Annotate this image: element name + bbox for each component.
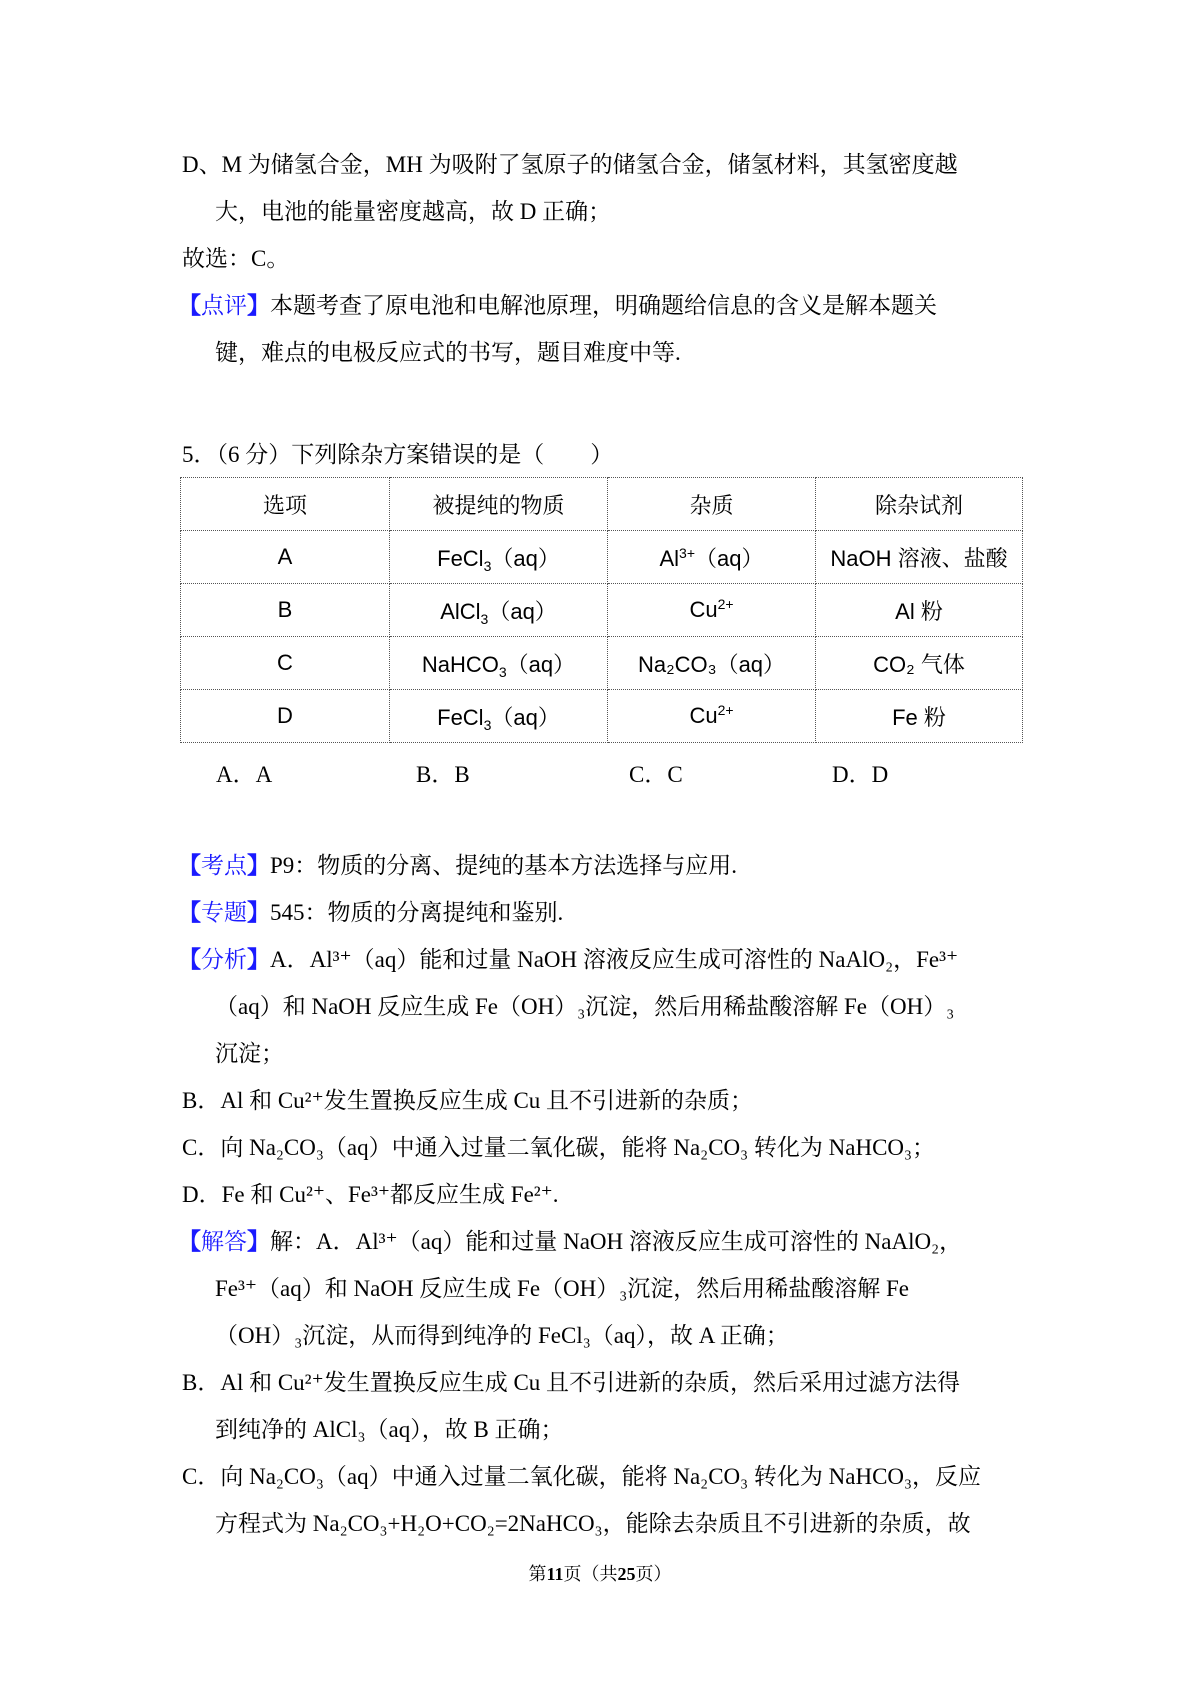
jieda-c2: 方程式为 Na₂CO₃+H₂O+CO₂=2NaHCO₃，能除去杂质且不引进新的杂质，故 bbox=[215, 1511, 971, 1536]
reagent-cell: CO₂ 气体 bbox=[816, 637, 1023, 690]
page-total: 25 bbox=[617, 1564, 636, 1584]
question-stem: 5．（6 分）下列除杂方案错误的是（ ） bbox=[182, 442, 614, 467]
substance-cell: AlCl$_3$（aq） bbox=[390, 584, 608, 637]
page-number: 11 bbox=[546, 1564, 564, 1584]
table-row bbox=[181, 584, 1023, 637]
zhuanti-line: 【专题】545：物质的分离提纯和鉴别. bbox=[178, 900, 564, 926]
choice-b: B．B bbox=[416, 762, 470, 787]
impurity-cell: $Cu^{2+}$ bbox=[608, 584, 816, 637]
fenxi-a1: A．Al³⁺（aq）能和过量 NaOH 溶液反应生成可溶性的 NaAlO₂，Fe³⁺ bbox=[270, 947, 959, 972]
substance-cell: NaHCO$_3$（aq） bbox=[390, 637, 608, 690]
jieda-a3: （OH）₃沉淀，从而得到纯净的 FeCl₃（aq），故 A 正确； bbox=[215, 1323, 789, 1348]
review-tag: 点评 bbox=[201, 293, 247, 319]
jieda-c1: C．向 Na₂CO₃（aq）中通入过量二氧化碳，能将 Na₂CO₃ 转化为 NaHCO₃，反应 bbox=[182, 1464, 982, 1489]
option-cell: C bbox=[181, 637, 390, 690]
fenxi-tag: 分析 bbox=[201, 947, 247, 973]
options-table bbox=[180, 477, 1023, 743]
impurity-cell: Na₂CO₃（aq） bbox=[608, 637, 816, 690]
review-line1: 【点评】本题考查了原电池和电解池原理，明确题给信息的含义是解本题关 bbox=[178, 293, 937, 319]
kaodian-text: P9：物质的分离、提纯的基本方法选择与应用. bbox=[270, 853, 738, 878]
option-cell: D bbox=[181, 690, 390, 743]
jieda-b1: B．Al 和 Cu²⁺发生置换反应生成 Cu 且不引进新的杂质，然后采用过滤方法得 bbox=[182, 1370, 961, 1395]
table-header-row bbox=[181, 478, 1023, 531]
kaodian-line: 【考点】P9：物质的分离、提纯的基本方法选择与应用. bbox=[178, 853, 738, 879]
zhuanti-tag: 专题 bbox=[201, 900, 247, 926]
option-cell: A bbox=[181, 531, 390, 584]
jieda-line1: 【解答】解：A．Al³⁺（aq）能和过量 NaOH 溶液反应生成可溶性的 NaAlO₂， bbox=[178, 1229, 963, 1255]
header-cell: 选项 bbox=[181, 478, 390, 531]
substance-cell: FeCl$_3$（aq） bbox=[390, 690, 608, 743]
fenxi-a3: 沉淀； bbox=[215, 1041, 284, 1066]
jieda-a2: Fe³⁺（aq）和 NaOH 反应生成 Fe（OH）₃沉淀，然后用稀盐酸溶解 Fe bbox=[215, 1276, 910, 1301]
jieda-tag: 解答 bbox=[201, 1229, 247, 1255]
choice-c: C．C bbox=[629, 762, 683, 787]
impurity-cell: $Cu^{2+}$ bbox=[608, 690, 816, 743]
fenxi-a2: （aq）和 NaOH 反应生成 Fe（OH）₃沉淀，然后用稀盐酸溶解 Fe（OH）₃ bbox=[215, 994, 955, 1019]
header-cell: 除杂试剂 bbox=[816, 478, 1023, 531]
choice-d: D．D bbox=[832, 762, 889, 787]
impurity-cell: $Al^{3+}(aq)$ bbox=[608, 531, 816, 584]
final-choice: 故选：C。 bbox=[182, 246, 290, 271]
answer-d-line2: 大，电池的能量密度越高，故 D 正确； bbox=[215, 199, 612, 224]
table-row bbox=[181, 690, 1023, 743]
fenxi-d: D．Fe 和 Cu²⁺、Fe³⁺都反应生成 Fe²⁺. bbox=[182, 1182, 559, 1207]
fenxi-b: B．Al 和 Cu²⁺发生置换反应生成 Cu 且不引进新的杂质； bbox=[182, 1088, 754, 1113]
table-row bbox=[181, 637, 1023, 690]
review-text: 本题考查了原电池和电解池原理，明确题给信息的含义是解本题关 bbox=[270, 293, 937, 318]
zhuanti-text: 545：物质的分离提纯和鉴别. bbox=[270, 900, 564, 925]
header-cell: 杂质 bbox=[608, 478, 816, 531]
header-cell: 被提纯的物质 bbox=[390, 478, 608, 531]
jieda-a1: 解：A．Al³⁺（aq）能和过量 NaOH 溶液反应生成可溶性的 NaAlO₂， bbox=[270, 1229, 963, 1254]
jieda-b2: 到纯净的 AlCl₃（aq），故 B 正确； bbox=[215, 1417, 564, 1442]
table-row bbox=[181, 531, 1023, 584]
reagent-cell: Al 粉 bbox=[816, 584, 1023, 637]
fenxi-line1: 【分析】A．Al³⁺（aq）能和过量 NaOH 溶液反应生成可溶性的 NaAlO₂，Fe³⁺ bbox=[178, 947, 959, 973]
reagent-cell: NaOH 溶液、盐酸 bbox=[816, 531, 1023, 584]
review-line2: 键，难点的电极反应式的书写，题目难度中等. bbox=[215, 340, 681, 365]
reagent-cell: Fe 粉 bbox=[816, 690, 1023, 743]
substance-cell: FeCl$_3$（aq） bbox=[390, 531, 608, 584]
fenxi-c: C．向 Na₂CO₃（aq）中通入过量二氧化碳，能将 Na₂CO₃ 转化为 NaHCO₃； bbox=[182, 1135, 936, 1160]
answer-d-line1: D、M 为储氢合金，MH 为吸附了氢原子的储氢合金，储氢材料，其氢密度越 bbox=[182, 152, 958, 177]
choice-a: A．A bbox=[216, 762, 273, 787]
option-cell: B bbox=[181, 584, 390, 637]
kaodian-tag: 考点 bbox=[201, 853, 247, 879]
page-footer: 第11页（共25页） bbox=[528, 1564, 672, 1584]
